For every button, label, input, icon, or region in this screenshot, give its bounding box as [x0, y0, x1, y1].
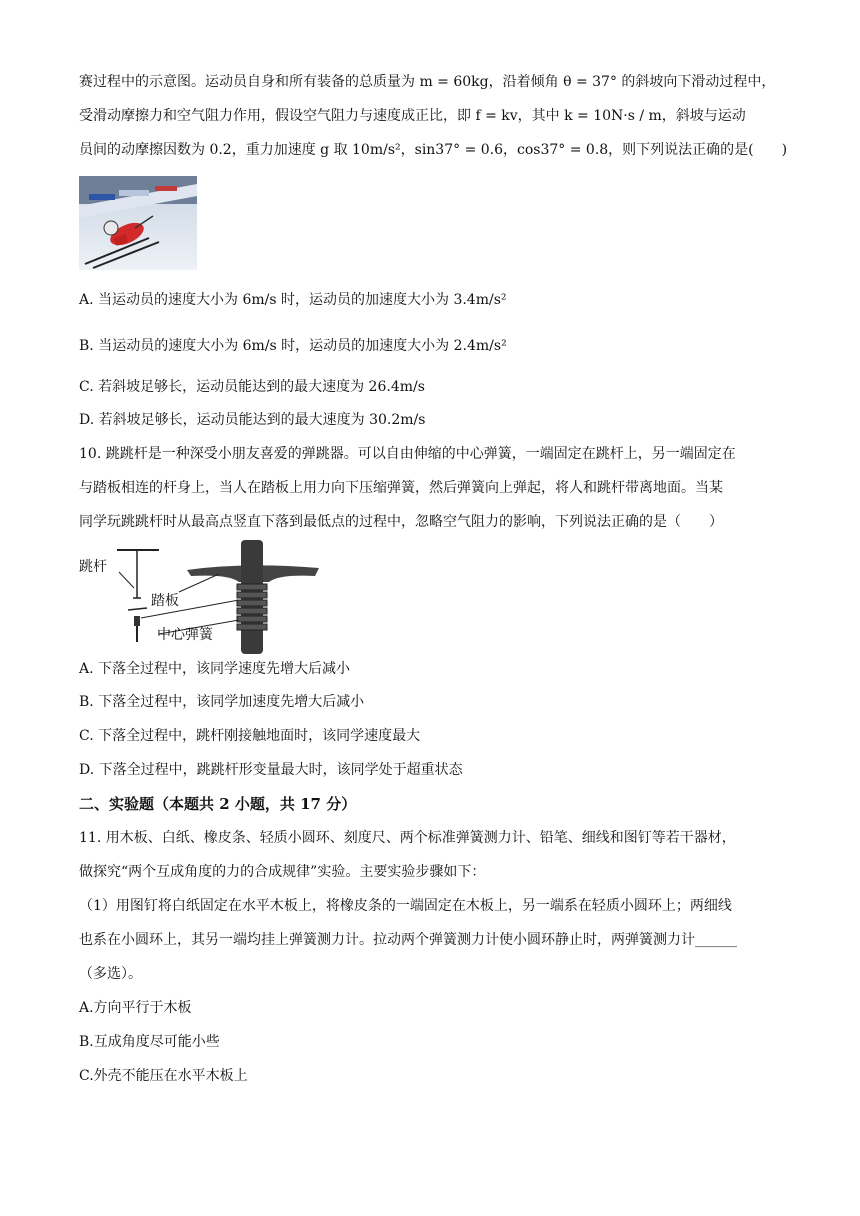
q9-stem-line-3: 员间的动摩擦因数为 0.2，重力加速度 g 取 10m/s²，sin37° = 0.6，cos37° = 0.8，则下列说法正确的是( ) — [79, 142, 788, 158]
label-pole: 跳杆 — [79, 559, 107, 575]
q11-step1-line-1: （1）用图钉将白纸固定在水平木板上，将橡皮条的一端固定在木板上，另一端系在轻质小圆环上；两细线 — [79, 898, 732, 914]
q9-stem-line-2: 受滑动摩擦力和空气阻力作用，假设空气阻力与速度成正比，即 f = kv，其中 k = 10N·s / m，斜坡与运动 — [79, 108, 746, 124]
pogo-stick-figure — [79, 540, 329, 655]
label-pedal: 踏板 — [151, 593, 179, 609]
q11-stem-line-2: 做探究“两个互成角度的力的合成规律”实验。主要实验步骤如下： — [79, 864, 486, 880]
q10-option-b: B. 下落全过程中，该同学加速度先增大后减小 — [79, 694, 365, 710]
q9-stem-line-1: 赛过程中的示意图。运动员自身和所有装备的总质量为 m = 60kg，沿着倾角 θ = 37° 的斜坡向下滑动过程中， — [79, 74, 776, 90]
q9-option-d: D. 若斜坡足够长，运动员能达到的最大速度为 30.2m/s — [79, 412, 426, 428]
q11-step1-line-2: 也系在小圆环上，其另一端均挂上弹簧测力计。拉动两个弹簧测力计使小圆环静止时，两弹簧测力计______ — [79, 932, 737, 948]
q10-option-d: D. 下落全过程中，跳跳杆形变量最大时，该同学处于超重状态 — [79, 762, 463, 778]
skier-photo — [79, 176, 197, 270]
q11-stem-line-1: 11. 用木板、白纸、橡皮条、轻质小圆环、刻度尺、两个标准弹簧测力计、铅笔、细线和图钉等若干器材， — [79, 830, 736, 846]
q11-option-b: B.互成角度尽可能小些 — [79, 1034, 220, 1050]
q10-stem-line-3: 同学玩跳跳杆时从最高点竖直下落到最低点的过程中，忽略空气阻力的影响，下列说法正确的是（ ） — [79, 514, 723, 530]
label-center-spring: 中心弹簧 — [157, 627, 213, 643]
q10-stem-line-2: 与踏板相连的杆身上，当人在踏板上用力向下压缩弹簧，然后弹簧向上弹起，将人和跳杆带离地面。当某 — [79, 480, 723, 496]
q11-option-a: A.方向平行于木板 — [79, 1000, 192, 1016]
q11-step1-line-3: （多选）。 — [79, 966, 142, 982]
q9-option-a: A. 当运动员的速度大小为 6m/s 时，运动员的加速度大小为 3.4m/s² — [79, 292, 507, 308]
q11-option-c: C.外壳不能压在水平木板上 — [79, 1068, 248, 1084]
q9-option-b: B. 当运动员的速度大小为 6m/s 时，运动员的加速度大小为 2.4m/s² — [79, 338, 507, 354]
section-title: 二、实验题（本题共 2 小题，共 17 分） — [79, 795, 357, 813]
q10-stem-line-1: 10. 跳跳杆是一种深受小朋友喜爱的弹跳器。可以自由伸缩的中心弹簧，一端固定在跳杆上，另一端固定在 — [79, 446, 736, 462]
q10-option-c: C. 下落全过程中，跳杆刚接触地面时，该同学速度最大 — [79, 728, 421, 744]
q9-option-c: C. 若斜坡足够长，运动员能达到的最大速度为 26.4m/s — [79, 379, 425, 395]
q10-option-a: A. 下落全过程中，该同学速度先增大后减小 — [79, 661, 351, 677]
